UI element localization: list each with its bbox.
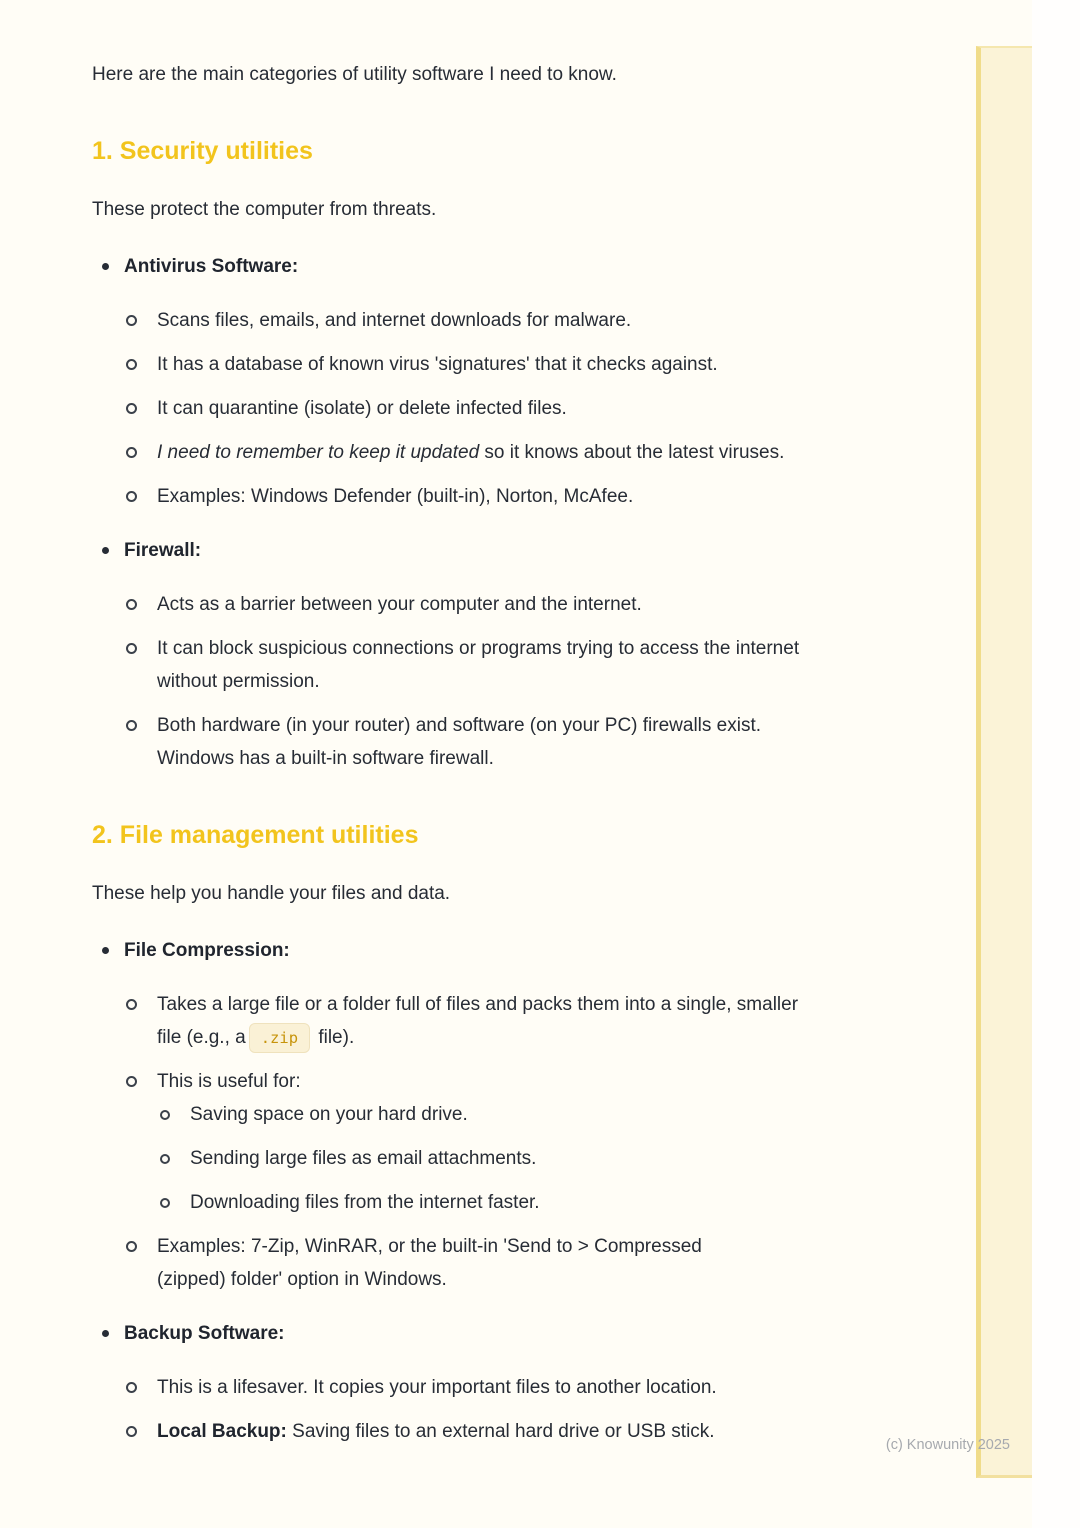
sub-item-text: Examples: Windows Defender (built-in), Norton, McAfee. — [157, 486, 634, 507]
list-item-title: Firewall: — [124, 540, 202, 561]
sub-item-bold-label: Local Backup: — [157, 1421, 287, 1442]
intro-paragraph: Here are the main categories of utility software I need to know. — [92, 64, 617, 85]
nested-sub-item — [157, 1142, 814, 1175]
sub-list — [124, 588, 822, 775]
section-lead: These protect the computer from threats. — [92, 199, 437, 220]
nested-sub-item-text: Downloading files from the internet faster. — [190, 1192, 540, 1213]
sub-list — [124, 304, 822, 513]
sub-item-text: Saving files to an external hard drive or USB stick. — [286, 1421, 715, 1442]
nested-sub-item-text: Sending large files as email attachments. — [190, 1148, 537, 1169]
sub-item — [124, 436, 814, 469]
nested-sub-item — [157, 1186, 814, 1219]
sub-list — [124, 988, 822, 1296]
nested-sub-item-text: Saving space on your hard drive. — [190, 1104, 468, 1125]
sub-item-text: Examples: 7-Zip, WinRAR, or the built-in 'Send to > Compressed (zipped) folder' option in Windows. — [157, 1236, 702, 1290]
sub-list — [124, 1371, 822, 1448]
sub-item-text: It can quarantine (isolate) or delete infected files. — [157, 398, 567, 419]
sub-item-text: It can block suspicious connections or programs trying to access the internet without permission. — [157, 638, 800, 692]
section-file-management-utilities — [92, 820, 822, 1448]
yellow-side-strip — [976, 46, 1032, 1478]
sub-item — [124, 392, 814, 425]
sub-item-text: It has a database of known virus 'signatures' that it checks against. — [157, 354, 718, 375]
sub-item-text: This is a lifesaver. It copies your important files to another location. — [157, 1377, 717, 1398]
nested-sub-item — [157, 1098, 814, 1131]
sub-item — [124, 1065, 814, 1219]
sub-item-text: file). — [313, 1027, 355, 1048]
section-heading: 1. Security utilities — [92, 137, 313, 165]
zip-code-chip: .zip — [249, 1023, 310, 1053]
bullet-list — [92, 934, 822, 1448]
right-margin-column — [1032, 0, 1080, 1528]
watermark: (c) Knowunity 2025 — [885, 1437, 1010, 1453]
sub-item-text: Scans files, emails, and internet downloads for malware. — [157, 310, 632, 331]
sub-item — [124, 632, 814, 698]
list-item-title: File Compression: — [124, 940, 290, 961]
sub-item — [124, 709, 814, 775]
section-lead: These help you handle your files and data. — [92, 883, 451, 904]
sub-item — [124, 480, 814, 513]
sub-item-text: Both hardware (in your router) and software (on your PC) firewalls exist. Windows has a built-in software firewall. — [157, 715, 762, 769]
sub-item — [124, 588, 814, 621]
sub-item — [124, 1415, 814, 1448]
section-heading: 2. File management utilities — [92, 821, 419, 849]
sub-item — [124, 348, 814, 381]
sub-item — [124, 1371, 814, 1404]
list-item-title: Backup Software: — [124, 1323, 285, 1344]
note-content — [92, 58, 822, 1469]
list-item-firewall — [92, 534, 822, 775]
sub-item — [124, 1230, 734, 1296]
section-security-utilities — [92, 136, 822, 775]
bullet-list — [92, 250, 822, 775]
sub-item-text: Takes a large file or a folder full of files and packs them into a single, smaller file (e.g., a — [157, 994, 799, 1048]
list-item-backup-software — [92, 1317, 822, 1448]
sub-item-emphasis: I need to remember to keep it updated — [157, 442, 480, 463]
list-item-antivirus — [92, 250, 822, 513]
nested-sub-list — [157, 1098, 814, 1219]
sub-item — [124, 988, 814, 1054]
sub-item-text: Acts as a barrier between your computer and the internet. — [157, 594, 642, 615]
sub-item-text: This is useful for: — [157, 1071, 301, 1092]
list-item-file-compression — [92, 934, 822, 1296]
list-item-title: Antivirus Software: — [124, 256, 299, 277]
sub-item — [124, 304, 814, 337]
sub-item-text: so it knows about the latest viruses. — [479, 442, 785, 463]
